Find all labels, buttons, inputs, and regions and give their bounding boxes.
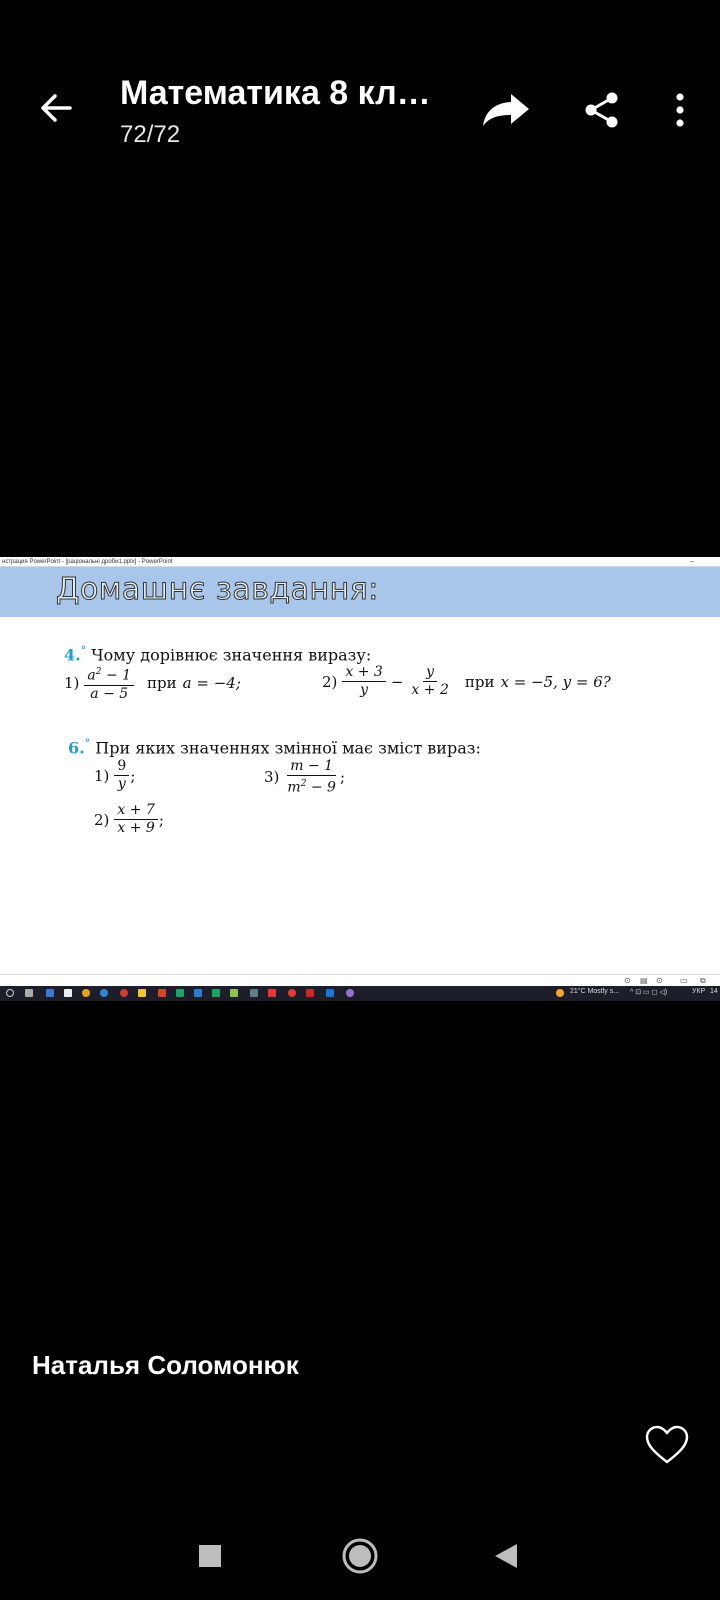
nav-back-button[interactable] — [482, 1532, 530, 1580]
back-button[interactable] — [30, 82, 82, 134]
condition: a = −4; — [182, 674, 241, 693]
task-6-item-3 — [264, 759, 345, 796]
search-circle-icon — [6, 989, 14, 997]
opera-icon — [120, 989, 128, 997]
item-label: 2) — [94, 810, 110, 829]
more-vert-icon — [674, 92, 686, 128]
fraction — [342, 665, 385, 698]
taskbar-app-icon — [46, 989, 54, 997]
chrome-icon — [82, 989, 90, 997]
window-title: нстрация PowerPoint - [раціональні дроби1.pptx] - PowerPoint — [2, 559, 173, 565]
back-triangle-icon — [493, 1542, 519, 1570]
powerpoint-icon — [158, 989, 166, 997]
taskbar-app-icon — [346, 989, 354, 997]
recents-button[interactable] — [186, 1532, 234, 1580]
system-navigation-bar — [0, 1520, 720, 1592]
numerator: x + 3 — [342, 665, 385, 682]
task-number: 6. — [68, 738, 85, 758]
clock: 14 — [710, 988, 718, 995]
condition-word: при — [147, 674, 177, 693]
folder-icon — [138, 989, 146, 997]
document-title: Математика 8 кл… — [120, 74, 431, 112]
numerator: m − 1 — [287, 759, 336, 776]
variable: a — [87, 667, 96, 684]
degree-mark: ° — [80, 644, 87, 657]
condition: x = −5, y = 6? — [500, 672, 611, 691]
variable: m — [287, 779, 301, 796]
fraction — [408, 665, 451, 698]
view-reading-icon: ⊙ — [656, 976, 663, 985]
title-block — [120, 74, 431, 149]
heart-icon — [644, 1424, 690, 1466]
item-label: 3) — [264, 768, 280, 787]
forward-button[interactable] — [478, 86, 534, 134]
arrow-left-icon — [36, 88, 76, 128]
denominator: x + 9 — [117, 820, 155, 836]
share-button[interactable] — [578, 86, 626, 134]
item-label: 1) — [64, 674, 80, 693]
home-button[interactable] — [336, 1532, 384, 1580]
numerator — [84, 665, 134, 686]
task-4-item-1 — [64, 665, 241, 702]
taskbar-app-icon — [230, 989, 238, 997]
denominator: y — [117, 776, 126, 792]
task-question: При яких значеннях змінної має зміст вираз: — [95, 738, 481, 758]
fraction — [114, 759, 129, 792]
weather-text: 21°C Mostly s... — [570, 988, 620, 995]
slide-title: Домашнє завдання: — [56, 572, 379, 607]
task-view-icon — [25, 989, 33, 997]
like-button[interactable] — [644, 1424, 690, 1466]
attached-image[interactable] — [0, 557, 720, 1001]
semicolon: ; — [130, 766, 136, 785]
task-4-item-2 — [322, 665, 611, 698]
windows-taskbar — [0, 986, 720, 1001]
denominator — [284, 776, 339, 796]
denominator: a − 5 — [90, 685, 129, 702]
task-question: Чому дорівнює значення виразу: — [91, 645, 372, 665]
fit-window-icon: ⧉ — [700, 976, 706, 985]
slide-header — [0, 567, 720, 617]
semicolon: ; — [339, 768, 346, 787]
task-6-heading — [68, 737, 481, 757]
minimize-glyph: – — [690, 558, 694, 565]
denominator-tail: − 9 — [306, 779, 336, 796]
language-indicator: УКР — [692, 988, 706, 995]
share-icon — [582, 90, 622, 130]
fraction — [84, 665, 134, 702]
excel-icon — [176, 989, 184, 997]
task-6-item-1 — [94, 759, 135, 792]
edge-icon — [100, 989, 108, 997]
semicolon: ; — [158, 810, 164, 829]
task-6-item-2 — [94, 803, 164, 836]
fraction — [284, 759, 339, 796]
powerpoint-statusbar — [0, 974, 720, 986]
taskbar-app-icon — [212, 989, 220, 997]
taskbar-app-icon — [306, 989, 314, 997]
item-label: 2) — [322, 672, 338, 691]
exponent: 2 — [300, 779, 307, 789]
task-number: 4. — [64, 645, 81, 665]
app-bar — [0, 0, 720, 200]
denominator: x + 2 — [411, 682, 449, 698]
condition-word: при — [464, 672, 495, 691]
slide-body — [0, 617, 720, 957]
numerator: y — [423, 665, 437, 682]
minus-sign: − — [390, 672, 404, 691]
author-name: Наталья Соломонюк — [32, 1350, 299, 1380]
task-4-heading — [64, 644, 371, 664]
taskbar-app-icon — [64, 989, 72, 997]
view-slideshow-icon: ▭ — [680, 976, 688, 985]
weather-icon — [556, 989, 564, 997]
tray-icons: ^ ⊡ ▭ ◻ ◁) — [630, 989, 668, 996]
denominator: y — [360, 682, 369, 698]
word-icon — [194, 989, 202, 997]
powerpoint-titlebar — [0, 557, 720, 567]
page-counter: 72/72 — [120, 121, 181, 148]
taskbar-app-icon — [250, 989, 258, 997]
view-normal-icon: ⊙ — [624, 976, 631, 985]
forward-arrow-icon — [481, 92, 531, 128]
numerator: x + 7 — [114, 803, 157, 820]
taskbar-app-icon — [326, 989, 334, 997]
more-options-button[interactable] — [660, 86, 700, 134]
degree-mark: ° — [84, 737, 91, 750]
home-circle-icon — [342, 1538, 378, 1574]
numerator: 9 — [114, 759, 129, 776]
taskbar-app-icon — [288, 989, 296, 997]
view-sorter-icon: ▤ — [640, 976, 648, 985]
acrobat-icon — [268, 989, 276, 997]
exponent: 2 — [95, 667, 102, 677]
fraction — [114, 803, 157, 836]
item-label: 1) — [94, 766, 110, 785]
numerator-tail: − 1 — [101, 667, 132, 684]
recents-square-icon — [198, 1544, 222, 1568]
